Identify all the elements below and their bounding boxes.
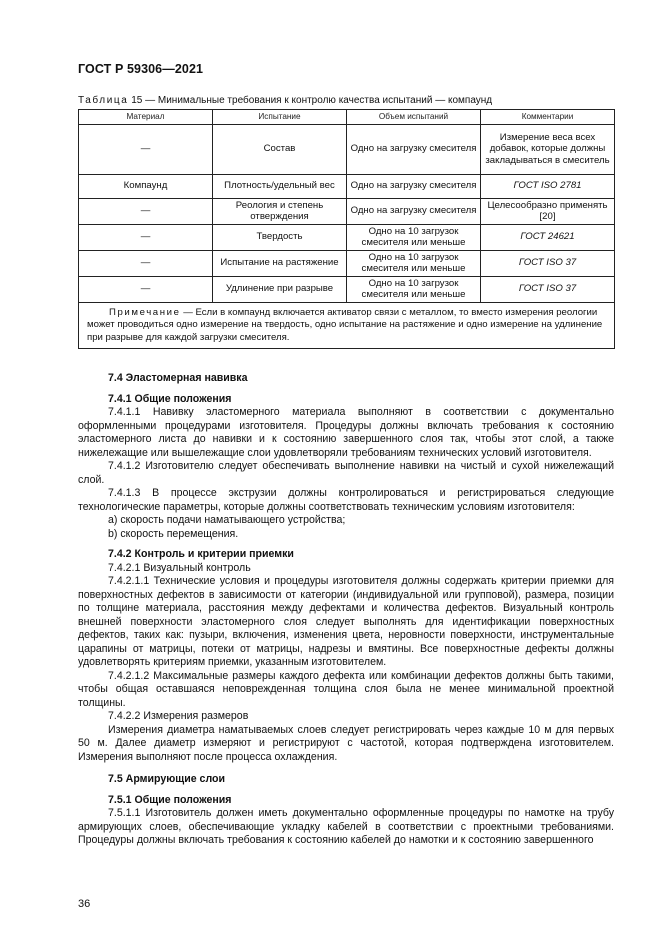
cell-volume: Одно на загрузку смесителя <box>347 174 481 198</box>
table-row <box>79 224 615 250</box>
paragraph-7-4-1-2: 7.4.1.2 Изготовителю следует обеспечивать выполнение навивки на чистый и сухой нижележащий слой. <box>78 460 614 486</box>
table-note-label: Примечание <box>109 306 181 318</box>
table-note-text: — Если в компаунд включается активатор связи с металлом, то вместо измерения реологии может проводиться одно измерение на твердость, одно испытание на растяжение и одно измерение на удлинение при разрыве для каждой загрузки смесителя. <box>87 306 603 343</box>
paragraph-7-4-2-1-1: 7.4.2.1.1 Технические условия и процедуры изготовителя должны содержать критерии приемки для поверхностных дефектов в зависимости от категории (индивидуальной или групповой), размера, позиции по толщине материала, расстояния между дефектами и количества дефектов. Визуальный контроль внешней поверхности эластомерного слоя следует выполнять для идентификации поверхностных дефектов, таких как: пузыри, включения, изменения цвета, неровности поверхности, инструментальные царапины от матрицы, потеки от матрицы, надрезы и вмятины. Все поверхностные дефекты должны удовлетворять критериям приемки, указанным изготовителем. <box>78 575 614 668</box>
cell-comment: Целесообразно применять [20] <box>481 198 615 224</box>
table-row <box>79 250 615 276</box>
cell-volume: Одно на загрузку смесителя <box>347 198 481 224</box>
paragraph-7-4-1-3: 7.4.1.3 В процессе экструзии должны контролироваться и регистрироваться следующие технологические параметры, которые должны соответствовать техническим условиям изготовителя: <box>78 487 614 513</box>
cell-test: Реология и степень отверждения <box>213 198 347 224</box>
table-row <box>79 198 615 224</box>
page-number: 36 <box>78 898 91 910</box>
paragraph-7-5-1-1: 7.5.1.1 Изготовитель должен иметь документально оформленные процедуры по намотке на трубу армирующих слоев, обеспечивающие укладку кабелей в соответствии с проектными требованиями. Процедуры должны включать требования к состоянию кабелей до намотки и к состоянию завершенного <box>78 807 614 846</box>
column-header-material: Материал <box>79 110 213 125</box>
paragraph-7-4-2-1: 7.4.2.1 Визуальный контроль <box>108 561 251 574</box>
cell-comment: ГОСТ 24621 <box>481 224 615 250</box>
cell-comment: ГОСТ ISO 37 <box>481 250 615 276</box>
table-header-row <box>79 110 615 125</box>
column-header-test: Испытание <box>213 110 347 125</box>
cell-material: — <box>79 224 213 250</box>
list-item-b: b) скорость перемещения. <box>108 527 239 540</box>
cell-material: Компаунд <box>79 174 213 198</box>
quality-control-table <box>78 109 615 349</box>
table-caption-label: Таблица <box>78 95 129 106</box>
paragraph-7-4-1-1: 7.4.1.1 Навивку эластомерного материала выполняют в соответствии с документально оформленными процедурами изготовителя. Процедуры должны включать требования к состоянию эластомерного листа до навивки и к состоянию завершенного слоя так, чтобы этот слой, а также нижележащие или вышележащие слои удовлетворяли требованиям технических условий изготовителя. <box>78 406 614 459</box>
table-caption-text: 15 — Минимальные требования к контролю качества испытаний — компаунд <box>128 95 493 106</box>
table-note-row <box>79 302 615 349</box>
section-title-7-4: 7.4 Эластомерная навивка <box>108 372 248 384</box>
section-title-7-4-2: 7.4.2 Контроль и критерии приемки <box>108 548 294 560</box>
column-header-comments: Комментарии <box>481 110 615 125</box>
cell-volume: Одно на 10 загрузок смесителя или меньше <box>347 276 481 302</box>
table-caption <box>78 95 492 106</box>
table-note <box>79 302 615 349</box>
cell-material: — <box>79 198 213 224</box>
list-item-a: a) скорость подачи наматывающего устройства; <box>108 514 346 526</box>
cell-test: Плотность/удельный вес <box>213 174 347 198</box>
section-title-7-5: 7.5 Армирующие слои <box>108 773 226 785</box>
section-body <box>78 372 614 848</box>
cell-material: — <box>79 250 213 276</box>
table-row <box>79 276 615 302</box>
cell-comment: Измерение веса всех добавок, которые должны закладываться в смеситель <box>481 124 615 174</box>
cell-test: Испытание на растяжение <box>213 250 347 276</box>
document-header: ГОСТ Р 59306—2021 <box>78 62 204 76</box>
cell-test: Удлинение при разрыве <box>213 276 347 302</box>
section-title-7-5-1: 7.5.1 Общие положения <box>108 793 232 806</box>
cell-material: — <box>79 276 213 302</box>
cell-volume: Одно на 10 загрузок смесителя или меньше <box>347 224 481 250</box>
cell-volume: Одно на загрузку смесителя <box>347 124 481 174</box>
cell-test: Твердость <box>213 224 347 250</box>
cell-comment: ГОСТ ISO 37 <box>481 276 615 302</box>
table-row <box>79 124 615 174</box>
cell-material: — <box>79 124 213 174</box>
table-row <box>79 174 615 198</box>
column-header-volume: Объем испытаний <box>347 110 481 125</box>
cell-volume: Одно на 10 загрузок смесителя или меньше <box>347 250 481 276</box>
paragraph-7-4-2-2-text: Измерения диаметра наматываемых слоев следует регистрировать через каждые 10 м для первых 50 м. Далее диаметр измеряют и регистрируют с частотой, которая подтверждена изготовителем. Измерения выполняют после процесса охлаждения. <box>78 723 614 763</box>
paragraph-7-4-2-2: 7.4.2.2 Измерения размеров <box>108 710 249 722</box>
cell-test: Состав <box>213 124 347 174</box>
section-title-7-4-1: 7.4.1 Общие положения <box>108 392 232 405</box>
cell-comment: ГОСТ ISO 2781 <box>481 174 615 198</box>
paragraph-7-4-2-1-2: 7.4.2.1.2 Максимальные размеры каждого дефекта или комбинации дефектов должны быть такими, чтобы общая оставшаяся неповрежденная толщина слоя была не менее минимальной проектной толщины. <box>78 669 614 709</box>
